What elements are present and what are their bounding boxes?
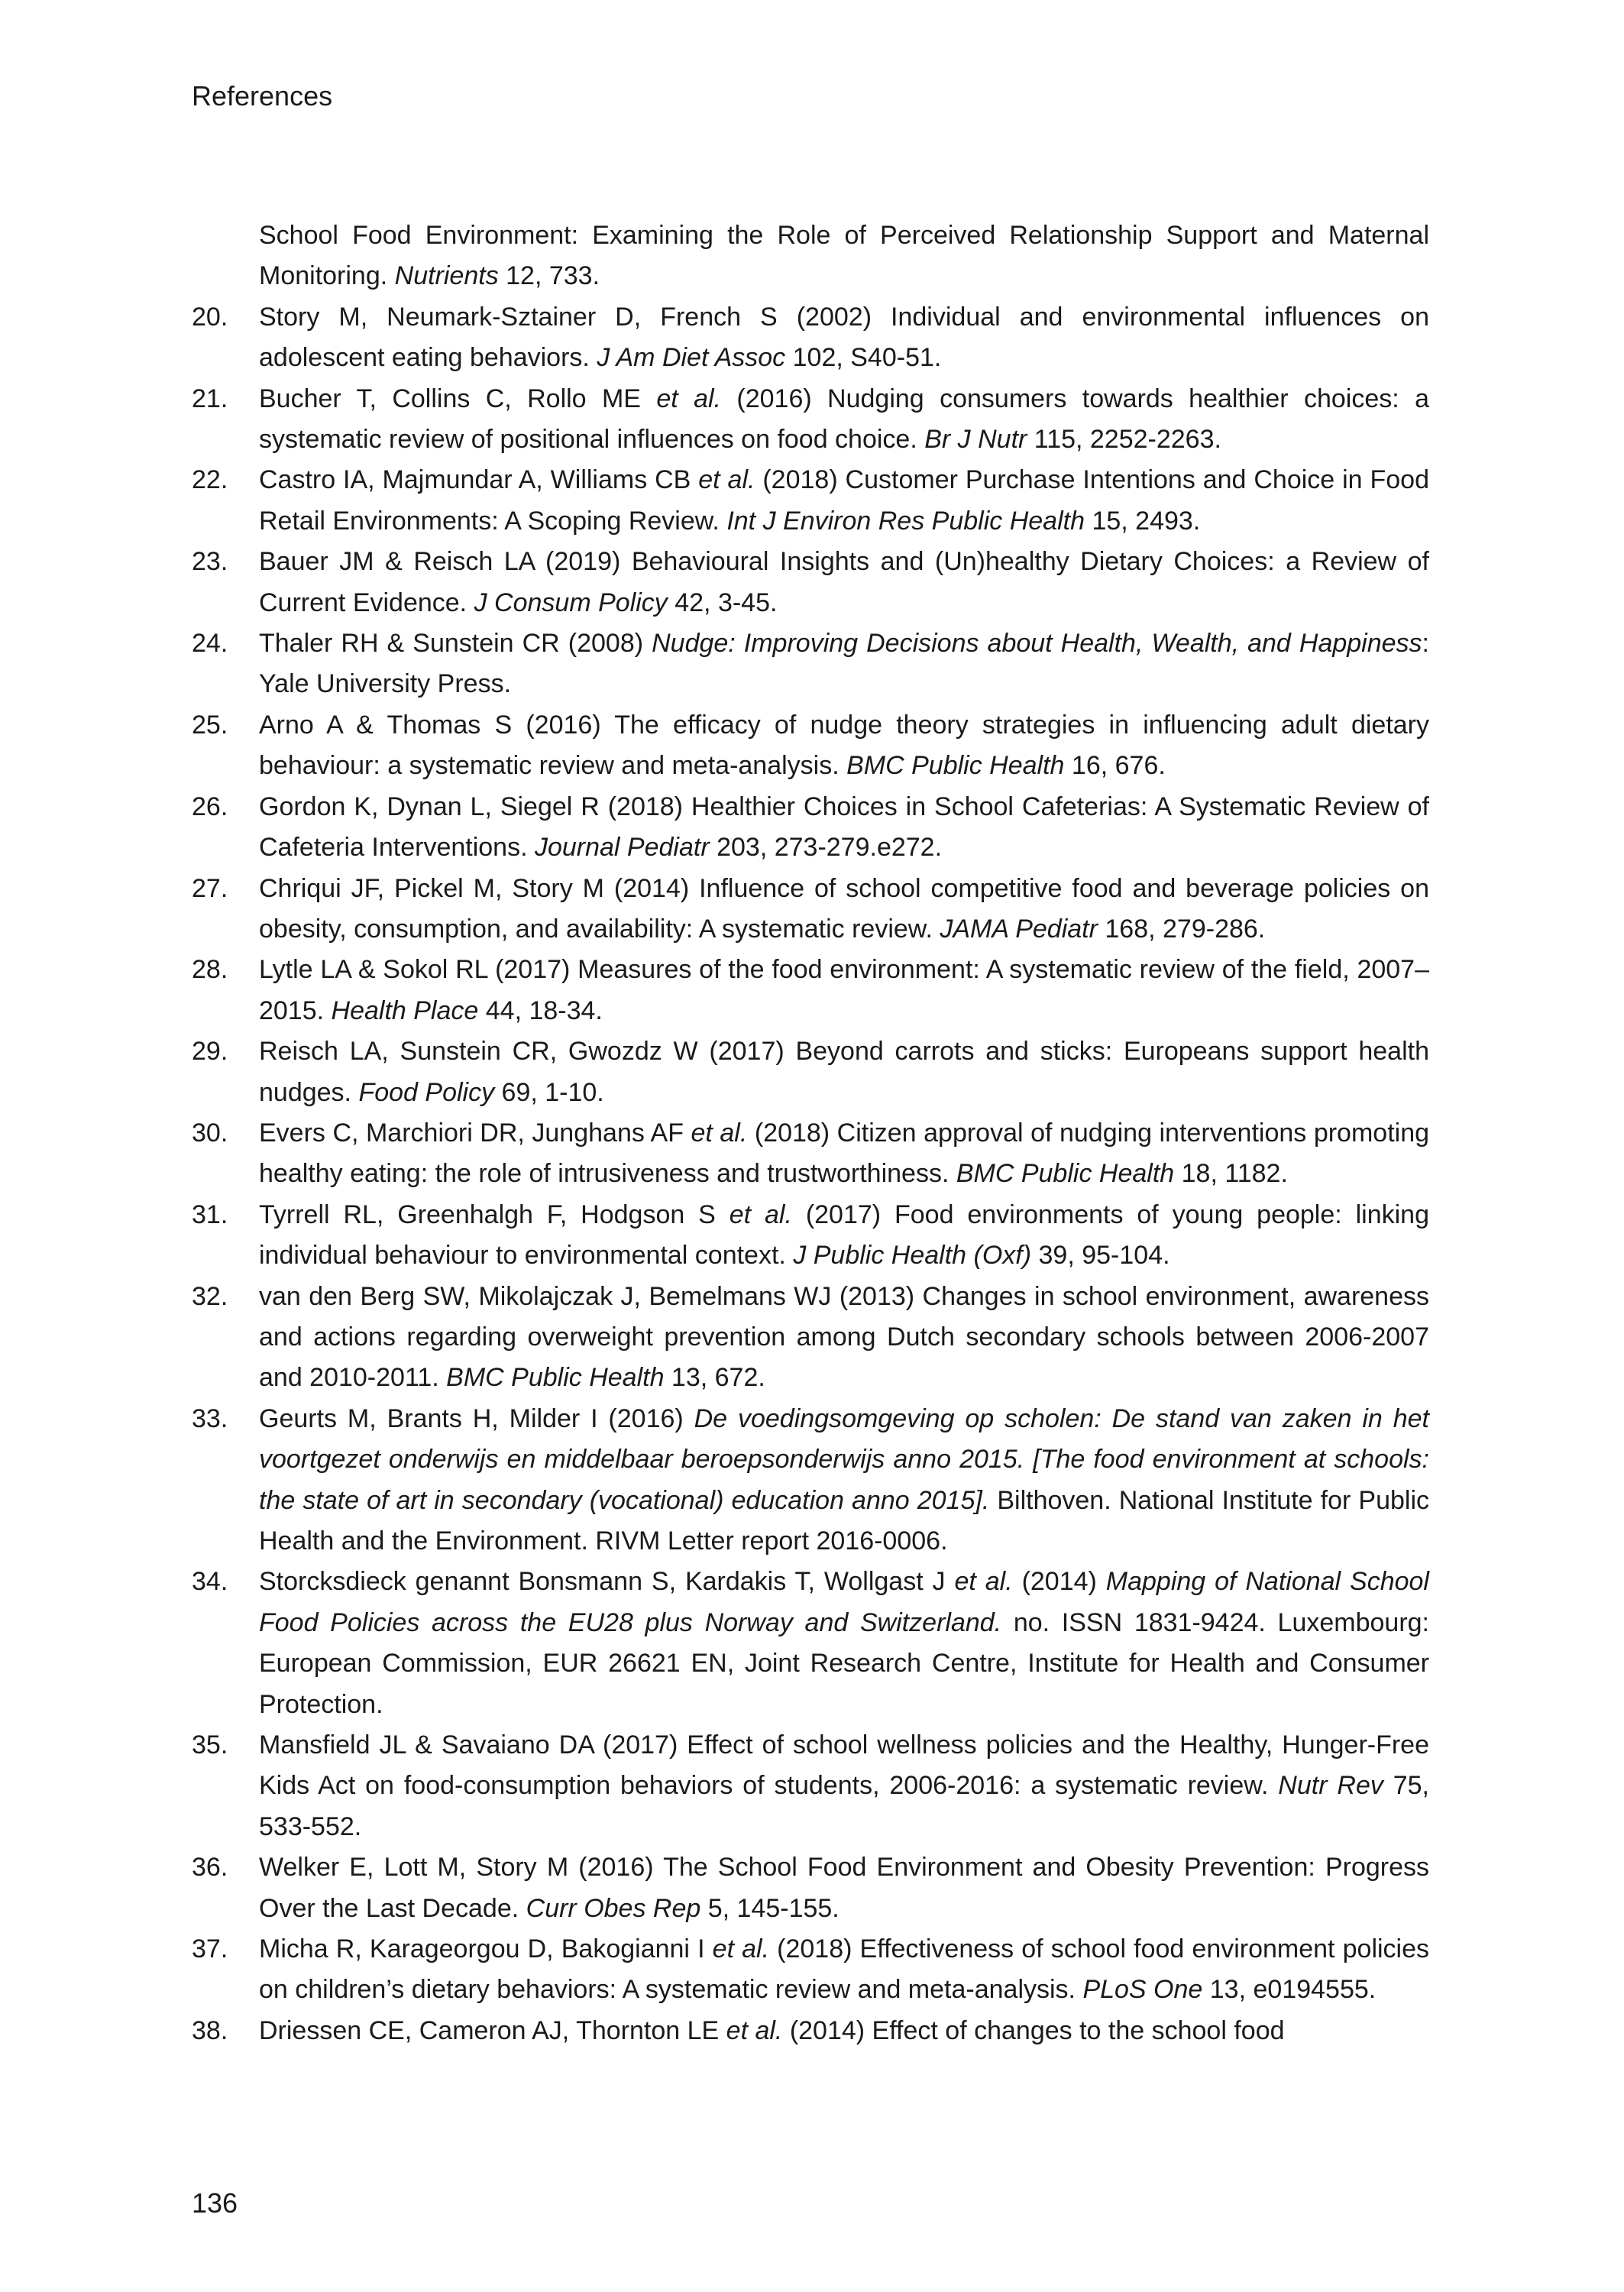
reference-text: Driessen CE, Cameron AJ, Thornton LE [259, 2015, 726, 2045]
reference-text: 18, 1182. [1174, 1159, 1288, 1189]
reference-text: 13, 672. [664, 1363, 765, 1393]
reference-number: 26. [192, 792, 228, 821]
reference-text: 115, 2252-2263. [1027, 425, 1221, 455]
reference-text: 102, S40-51. [785, 343, 942, 373]
reference-italic-text: et al. [712, 1934, 770, 1964]
reference-text: Bucher T, Collins C, Rollo ME [259, 384, 657, 413]
reference-text: Tyrrell RL, Greenhalgh F, Hodgson S [259, 1199, 730, 1229]
reference-item [192, 950, 1429, 1031]
reference-italic-text: et al. [954, 1567, 1013, 1597]
reference-italic-text: Nudge: Improving Decisions about Health, Wealth, and Happiness [652, 629, 1422, 659]
reference-item [192, 1277, 1429, 1399]
reference-item [192, 297, 1429, 379]
reference-italic-text: BMC Public Health [956, 1159, 1175, 1189]
reference-italic-text: et al. [698, 465, 755, 495]
reference-number: 31. [192, 1199, 228, 1229]
reference-text: Gordon K, Dynan L, Siegel R (2018) Healthier Choices in School Cafeterias: A Systematic Review of Cafeteria Interventions. [259, 792, 1429, 863]
reference-italic-text: De voedingsomgeving op scholen: De stand van zaken in het voortgezet onderwijs en middelbaar beroepsonderwijs anno 2015. [The food environment at schools: the state of art in secondary (vocational) education anno 2015]. [259, 1403, 1429, 1515]
reference-item [192, 705, 1429, 787]
reference-text: Evers C, Marchiori DR, Junghans AF [259, 1118, 691, 1148]
reference-text: Arno A & Thomas S (2016) The efficacy of nudge theory strategies in influencing adult dietary behaviour: a systematic review and meta-analysis. [259, 710, 1429, 781]
reference-text: Thaler RH & Sunstein CR (2008) [259, 629, 652, 659]
reference-number: 32. [192, 1281, 228, 1311]
reference-number: 33. [192, 1403, 228, 1433]
reference-item [192, 1399, 1429, 1562]
reference-number: 38. [192, 2015, 228, 2045]
reference-italic-text: Br J Nutr [924, 425, 1027, 455]
reference-text: Story M, Neumark-Sztainer D, French S (2002) Individual and environmental influences on adolescent eating behaviors. [259, 302, 1429, 373]
reference-number: 36. [192, 1853, 228, 1882]
reference-text: Bauer JM & Reisch LA (2019) Behavioural Insights and (Un)healthy Dietary Choices: a Review of Current Evidence. [259, 547, 1429, 617]
reference-text: (2014) Effect of changes to the school food [782, 2015, 1285, 2045]
reference-item [192, 1929, 1429, 2011]
reference-number: 20. [192, 302, 228, 332]
reference-italic-text: Mapping of National School Food Policies across the EU28 plus Norway and Switzerland. [259, 1567, 1429, 1637]
reference-item [192, 2011, 1429, 2051]
reference-number: 30. [192, 1118, 228, 1148]
reference-text: Micha R, Karageorgou D, Bakogianni I [259, 1934, 713, 1964]
reference-text: Reisch LA, Sunstein CR, Gwozdz W (2017) Beyond carrots and sticks: Europeans support health nudges. [259, 1037, 1429, 1107]
reference-item [192, 379, 1429, 461]
reference-text: Mansfield JL & Savaiano DA (2017) Effect of school wellness policies and the Healthy, Hunger-Free Kids Act on food-consumption behaviors of students, 2006-2016: a systematic review. [259, 1730, 1429, 1801]
reference-italic-text: Int J Environ Res Public Health [726, 506, 1085, 536]
reference-text: 16, 676. [1064, 751, 1166, 781]
reference-text: (2017) Food environments of young people: linking individual behaviour to environmental context. [259, 1199, 1429, 1271]
reference-number: 23. [192, 547, 228, 577]
reference-italic-text: J Am Diet Assoc [597, 343, 786, 373]
reference-text: : Yale University Press. [259, 629, 1429, 699]
reference-item [192, 1113, 1429, 1195]
reference-italic-text: Curr Obes Rep [526, 1893, 701, 1923]
reference-number: 29. [192, 1037, 228, 1067]
reference-number: 35. [192, 1730, 228, 1760]
reference-italic-text: BMC Public Health [846, 751, 1065, 781]
reference-text: Storcksdieck genannt Bonsmann S, Kardakis T, Wollgast J [259, 1567, 955, 1597]
reference-text: 15, 2493. [1085, 506, 1201, 536]
reference-number: 34. [192, 1567, 228, 1597]
reference-text: 42, 3-45. [667, 588, 778, 617]
reference-text: (2016) Nudging consumers towards healthier choices: a systematic review of positional influences on food choice. [259, 384, 1430, 455]
reference-text: (2018) Customer Purchase Intentions and Choice in Food Retail Environments: A Scoping Review. [259, 465, 1429, 536]
reference-list [192, 215, 1429, 2051]
reference-number: 37. [192, 1934, 228, 1964]
reference-text: (2014) [1012, 1567, 1106, 1597]
reference-text: School Food Environment: Examining the Role of Perceived Relationship Support and Maternal Monitoring. [259, 221, 1429, 291]
reference-italic-text: et al. [729, 1199, 792, 1229]
reference-text: Lytle LA & Sokol RL (2017) Measures of the food environment: A systematic review of the field, 2007–2015. [259, 955, 1429, 1025]
reference-item [192, 869, 1429, 950]
reference-text: (2018) Citizen approval of nudging interventions promoting healthy eating: the role of intrusiveness and trustworthiness. [259, 1118, 1430, 1189]
reference-number: 25. [192, 710, 228, 740]
reference-text: Chriqui JF, Pickel M, Story M (2014) Influence of school competitive food and beverage policies on obesity, consumption, and availability: A systematic review. [259, 873, 1429, 944]
reference-text: 203, 273-279.e272. [709, 833, 943, 863]
reference-italic-text: Food Policy [358, 1077, 495, 1107]
reference-text: Castro IA, Majmundar A, Williams CB [259, 465, 699, 495]
reference-text: Geurts M, Brants H, Milder I (2016) [259, 1403, 694, 1433]
reference-italic-text: et al. [726, 2015, 783, 2045]
reference-number: 22. [192, 465, 228, 495]
reference-item [192, 1725, 1429, 1847]
reference-italic-text: Nutr Rev [1278, 1771, 1383, 1801]
reference-number: 24. [192, 629, 228, 659]
reference-italic-text: BMC Public Health [446, 1363, 665, 1393]
reference-text: 39, 95-104. [1031, 1241, 1170, 1271]
reference-text: 12, 733. [498, 261, 600, 291]
reference-italic-text: et al. [656, 384, 722, 413]
reference-italic-text: et al. [691, 1118, 748, 1148]
reference-text: Bilthoven. National Institute for Public Health and the Environment. RIVM Letter report 2016-0006. [259, 1485, 1429, 1556]
reference-item [192, 1031, 1429, 1113]
reference-italic-text: J Consum Policy [474, 588, 668, 617]
reference-item [192, 1195, 1429, 1277]
running-head: References [192, 80, 333, 112]
reference-italic-text: Journal Pediatr [534, 833, 710, 863]
reference-text: 75, 533-552. [259, 1771, 1430, 1841]
reference-italic-text: JAMA Pediatr [940, 914, 1098, 944]
reference-item [192, 215, 1429, 297]
reference-item [192, 460, 1429, 542]
reference-text: 5, 145-155. [700, 1893, 839, 1923]
reference-text: van den Berg SW, Mikolajczak J, Bemelmans WJ (2013) Changes in school environment, awareness and actions regarding overweight prevention among Dutch secondary schools between 2006-2007 and 2010-2011. [259, 1281, 1429, 1393]
reference-text: 44, 18-34. [478, 995, 603, 1025]
page-number: 136 [192, 2187, 238, 2219]
reference-number: 28. [192, 955, 228, 985]
reference-text: (2018) Effectiveness of school food environment policies on children’s dietary behaviors: A systematic review and meta-analysis. [259, 1934, 1430, 2005]
reference-number: 21. [192, 384, 228, 413]
reference-italic-text: Health Place [331, 995, 479, 1025]
reference-item [192, 787, 1429, 869]
reference-text: 69, 1-10. [494, 1077, 604, 1107]
reference-item [192, 623, 1429, 705]
reference-text: no. ISSN 1831-9424. Luxembourg: European Commission, EUR 26621 EN, Joint Research Centre, Institute for Health and Consumer Protection. [259, 1607, 1430, 1719]
reference-italic-text: Nutrients [394, 261, 499, 291]
reference-italic-text: J Public Health (Oxf) [793, 1241, 1032, 1271]
reference-text: Welker E, Lott M, Story M (2016) The School Food Environment and Obesity Prevention: Progress Over the Last Decade. [259, 1853, 1429, 1923]
reference-text: 168, 279-286. [1097, 914, 1266, 944]
reference-item [192, 542, 1429, 623]
reference-italic-text: PLoS One [1082, 1975, 1203, 2005]
reference-text: 13, e0194555. [1202, 1975, 1377, 2005]
reference-number: 27. [192, 873, 228, 903]
reference-item [192, 1562, 1429, 1725]
reference-item [192, 1847, 1429, 1929]
